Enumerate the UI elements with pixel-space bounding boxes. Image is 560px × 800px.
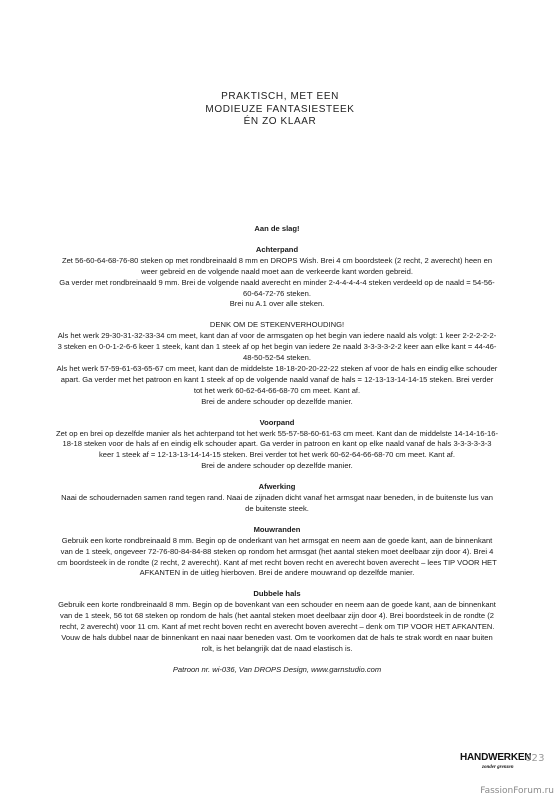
intro-title: Aan de slag! [254, 224, 300, 233]
achterpand-note: DENK OM DE STEKENVERHOUDING! [209, 320, 345, 330]
achterpand-paragraph: Brei de andere schouder op dezelfde manier. [201, 396, 353, 406]
site-watermark: FassionForum.ru [480, 786, 554, 796]
achterpand-paragraph: Zet 56-60-64-68-76-80 steken op met rondbreinaald 8 mm en DROPS Wish. Brei 4 cm boordsteek (2 recht, 2 averecht) heen en weer gebreid en de volgende naald moet aan de verkeerde kant worden gebreid. [61, 255, 493, 276]
voorpand-paragraph: Brei de andere schouder op dezelfde manier. [201, 461, 353, 471]
section-title-achterpand: Achterpand [255, 244, 299, 254]
achterpand-paragraph: Ga verder met rondbreinaald 9 mm. Brei de volgende naald averecht en minder 2-4-4-4-4-4 steken verdeeld op de naald = 54-56-60-64-72-76 steken. [59, 277, 495, 298]
achterpand-paragraph: Als het werk 29-30-31-32-33-34 cm meet, kant dan af voor de armsgaten op het begin van iedere naald als volgt: 1 keer 2-2-2-2-2-3 steken en 0-0-1-2-6-6 keer 1 steek, kant dan 1 steek af op het begin van iedere 2e naald 3-3-3-3-2-2 keer aan elke kant = 44-46-48-50-52-54 steken. [57, 331, 497, 363]
pattern-credit: Patroon nr. wi-036, Van DROPS Design, www.garnstudio.com [172, 664, 382, 674]
section-title-voorpand: Voorpand [259, 417, 295, 427]
afwerking-paragraph: Naai de schoudernaden samen rand tegen rand. Naai de zijnaden dicht vanaf het armsgat naar beneden, in de buitenste lus van de buitenste steek. [61, 493, 493, 513]
dubbele-hals-paragraph: Gebruik een korte rondbreinaald 8 mm. Begin op de bovenkant van een schouder en neem aan de goede kant, aan de binnenkant van de 1 steek, 56 tot 68 steken op rondom de hals (het aantal steken moet deelbaar zijn door 4). Brei boordsteek in de rondte (2 recht, 2 averecht) voor 11 cm. Kant af met recht boven recht en averecht boven averecht – denk om TIP VOOR HET AFKANTEN. [58, 600, 496, 632]
pattern-instructions [56, 224, 498, 676]
headline-line-2: MODIEUZE FANTASIESTEEK [205, 103, 355, 115]
headline-line-3: ÉN ZO KLAAR [243, 116, 317, 127]
page-number: 023 [525, 753, 545, 764]
achterpand-paragraph: Als het werk 57-59-61-63-65-67 cm meet, kant dan de middelste 18-18-20-20-22-22 steken af voor de hals en eindig elke schouder apart. Ga verder met het patroon en kant 1 steek af op de volgende naald vanaf de hals = 12-13-13-14-14-15 steken. Brei verder tot het werk 60-62-64-66-68-70 cm meet. Kant af. [56, 363, 498, 395]
dubbele-hals-paragraph: Vouw de hals dubbel naar de binnenkant en naai naar beneden vast. Om te voorkomen dat de hals te strak wordt en naar buiten rolt, is het belangrijk dat de naad elastisch is. [61, 633, 493, 653]
brand-name: HANDWERKEN [460, 752, 532, 763]
headline-line-1: PRAKTISCH, MET EEN [221, 91, 339, 102]
section-title-afwerking: Afwerking [258, 482, 296, 492]
voorpand-paragraph: Zet op en brei op dezelfde manier als het achterpand tot het werk 55-57-58-60-61-63 cm meet. Kant dan de middelste 14-14-16-16-18-18 steken voor de hals af en eindig elk schouder apart. Ga verder in patroon en kant op elke naald vanaf de hals 3-3-3-3-3-3 keer 1 steek af = 12-13-13-14-14-15 steken. Brei verder tot het werk 60-62-64-66-68-70 cm meet. Kant af. [56, 428, 498, 460]
achterpand-paragraph: Brei nu A.1 over alle steken. [229, 299, 325, 309]
section-title-mouwranden: Mouwranden [253, 524, 301, 534]
brand-tagline: zonder grenzen [482, 765, 514, 770]
mouwranden-paragraph: Gebruik een korte rondbreinaald 8 mm. Begin op de onderkant van het armsgat en neem aan de goede kant, aan de binnenkant van de 1 steek, ongeveer 72-76-80-84-84-88 steken op rondom het armsgat (het aantal steken moet deelbaar zijn door 4). Brei 4 cm boordsteek in de rondte (2 recht, 2 averecht). Kant af met recht boven recht en averecht boven averecht – lees TIP VOOR HET AFKANTEN in de uitleg hierboven. Brei de andere mouwrand op dezelfde manier. [57, 535, 497, 578]
headline [0, 91, 560, 129]
section-title-dubbele-hals: Dubbele hals [253, 589, 301, 599]
